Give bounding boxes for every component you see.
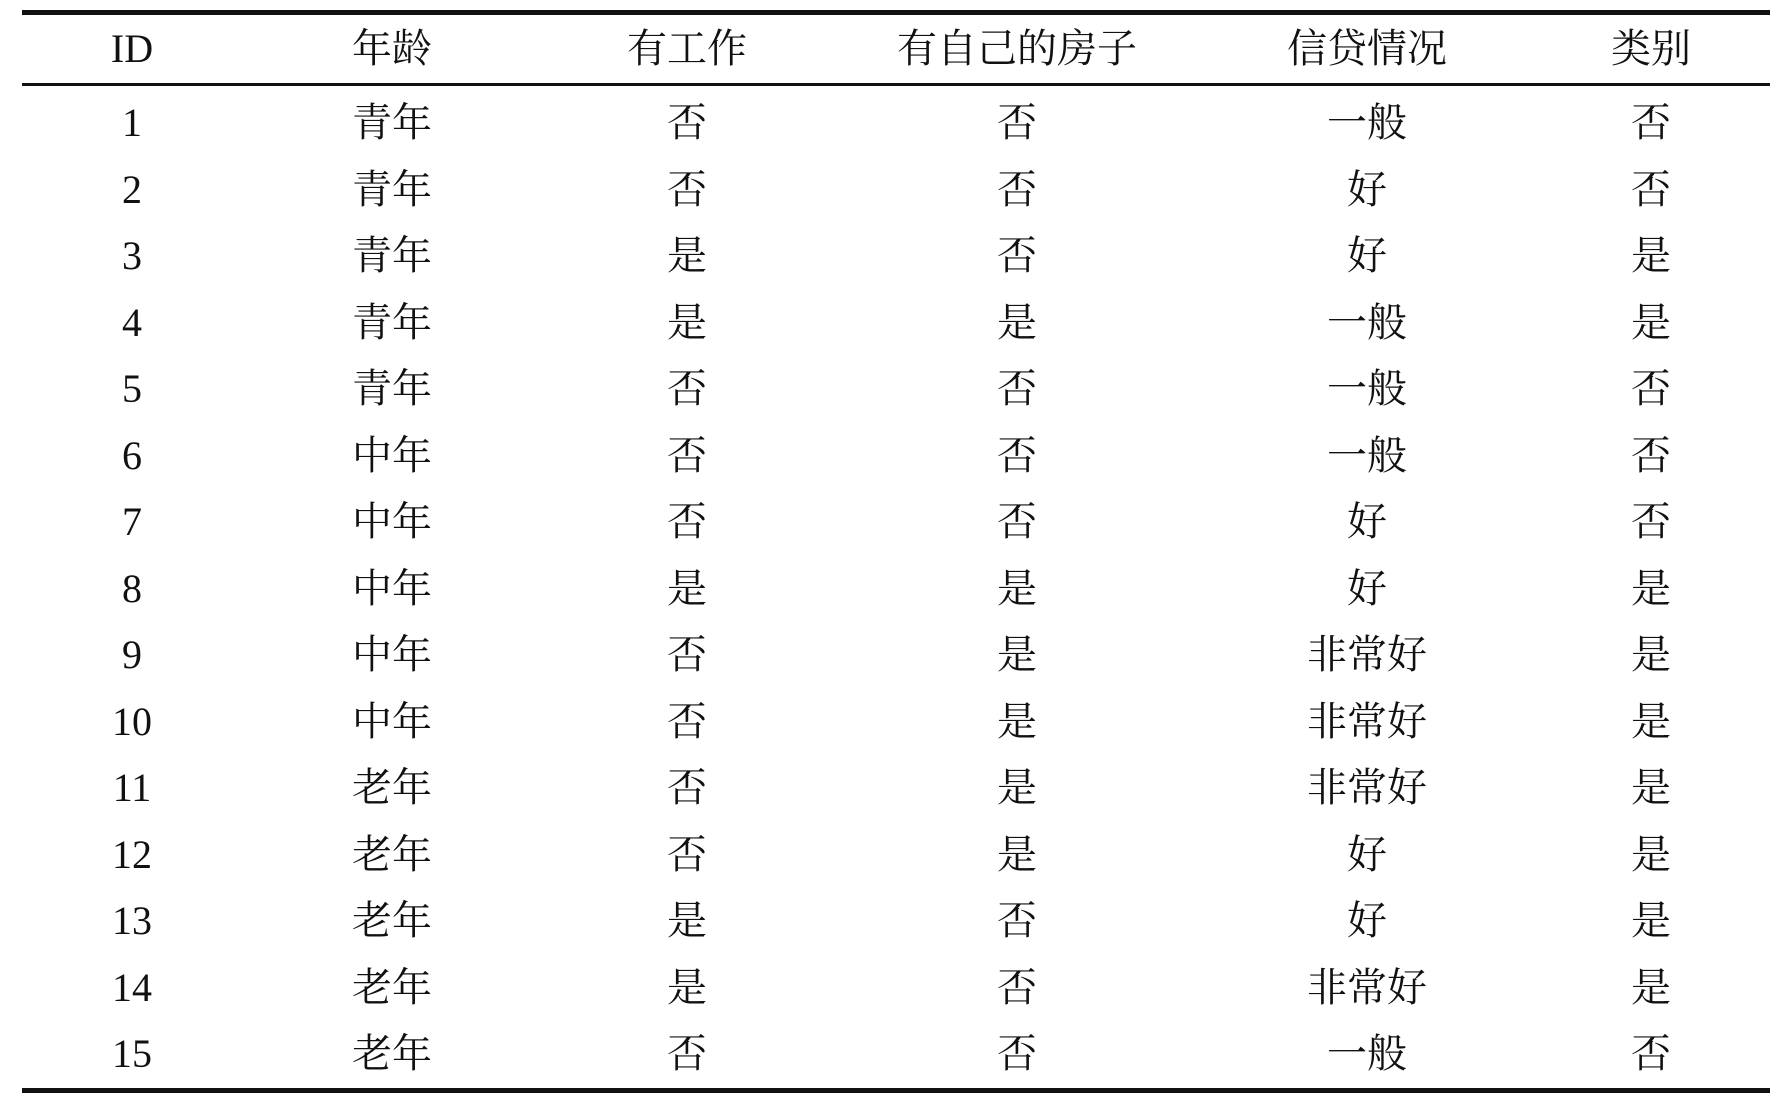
cell-own-house: 是 [997, 765, 1037, 812]
header-class: 类别 [1611, 26, 1691, 72]
cell-own-house: 是 [997, 632, 1037, 679]
cell-credit: 非常好 [1307, 632, 1427, 679]
header-has-job: 有工作 [627, 26, 747, 72]
cell-id: 1 [122, 100, 142, 146]
cell-class: 否 [1631, 100, 1671, 147]
header-id: ID [110, 26, 154, 71]
cell-has-job: 是 [667, 898, 707, 945]
cell-class: 是 [1631, 831, 1671, 878]
cell-class: 是 [1631, 565, 1671, 612]
cell-age: 中年 [352, 632, 432, 679]
cell-own-house: 否 [997, 1031, 1037, 1078]
cell-has-job: 是 [667, 565, 707, 612]
table-row [22, 356, 1770, 423]
cell-age: 老年 [352, 765, 432, 812]
cell-id: 5 [122, 366, 142, 412]
cell-age: 中年 [352, 499, 432, 546]
cell-own-house: 否 [997, 499, 1037, 546]
cell-class: 是 [1631, 233, 1671, 280]
cell-age: 中年 [352, 698, 432, 745]
table-body [22, 85, 1770, 1091]
cell-age: 中年 [352, 432, 432, 479]
cell-age: 老年 [352, 964, 432, 1011]
header-age: 年龄 [352, 26, 432, 72]
table-row [22, 489, 1770, 556]
cell-credit: 好 [1347, 898, 1387, 945]
cell-own-house: 否 [997, 166, 1037, 213]
table-row [22, 290, 1770, 357]
cell-id: 14 [112, 964, 152, 1010]
cell-has-job: 是 [667, 299, 707, 346]
cell-id: 11 [112, 765, 152, 811]
cell-age: 老年 [352, 1031, 432, 1078]
table-row [22, 157, 1770, 224]
cell-class: 否 [1631, 366, 1671, 413]
cell-has-job: 否 [667, 366, 707, 413]
cell-credit: 一般 [1327, 299, 1407, 346]
table-row [22, 423, 1770, 490]
cell-age: 老年 [352, 831, 432, 878]
cell-has-job: 否 [667, 499, 707, 546]
cell-has-job: 是 [667, 964, 707, 1011]
cell-credit: 一般 [1327, 1031, 1407, 1078]
cell-age: 青年 [352, 233, 432, 280]
cell-id: 6 [122, 432, 142, 478]
cell-has-job: 是 [667, 233, 707, 280]
header-own-house: 有自己的房子 [897, 26, 1137, 72]
header-row [22, 13, 1770, 85]
table-row [22, 822, 1770, 889]
data-table-container [22, 10, 1770, 1093]
cell-class: 是 [1631, 765, 1671, 812]
cell-age: 青年 [352, 299, 432, 346]
cell-own-house: 是 [997, 831, 1037, 878]
cell-own-house: 否 [997, 964, 1037, 1011]
table-row [22, 1021, 1770, 1090]
cell-id: 12 [112, 831, 152, 877]
cell-own-house: 是 [997, 698, 1037, 745]
cell-id: 10 [112, 698, 152, 744]
cell-age: 青年 [352, 166, 432, 213]
cell-credit: 好 [1347, 565, 1387, 612]
cell-class: 是 [1631, 964, 1671, 1011]
header-credit: 信贷情况 [1287, 26, 1447, 72]
cell-has-job: 否 [667, 698, 707, 745]
table-row [22, 955, 1770, 1022]
cell-has-job: 否 [667, 432, 707, 479]
cell-own-house: 是 [997, 299, 1037, 346]
cell-credit: 好 [1347, 166, 1387, 213]
cell-own-house: 否 [997, 100, 1037, 147]
cell-class: 否 [1631, 1031, 1671, 1078]
cell-has-job: 否 [667, 166, 707, 213]
cell-age: 老年 [352, 898, 432, 945]
table-row [22, 556, 1770, 623]
cell-credit: 非常好 [1307, 698, 1427, 745]
cell-id: 7 [122, 499, 142, 545]
cell-own-house: 否 [997, 233, 1037, 280]
cell-own-house: 否 [997, 366, 1037, 413]
cell-age: 青年 [352, 366, 432, 413]
cell-credit: 好 [1347, 831, 1387, 878]
cell-credit: 一般 [1327, 100, 1407, 147]
cell-has-job: 否 [667, 831, 707, 878]
cell-id: 2 [122, 166, 142, 212]
cell-credit: 一般 [1327, 432, 1407, 479]
cell-class: 是 [1631, 299, 1671, 346]
cell-age: 青年 [352, 100, 432, 147]
cell-has-job: 否 [667, 100, 707, 147]
cell-own-house: 否 [997, 432, 1037, 479]
table-row [22, 755, 1770, 822]
cell-own-house: 否 [997, 898, 1037, 945]
cell-has-job: 否 [667, 765, 707, 812]
loan-data-table [22, 10, 1770, 1093]
cell-id: 15 [112, 1031, 152, 1077]
table-row [22, 888, 1770, 955]
cell-has-job: 否 [667, 632, 707, 679]
table-row [22, 689, 1770, 756]
cell-id: 13 [112, 898, 152, 944]
table-header [22, 13, 1770, 85]
cell-id: 3 [122, 233, 142, 279]
cell-credit: 好 [1347, 233, 1387, 280]
cell-id: 4 [122, 299, 142, 345]
table-row [22, 223, 1770, 290]
cell-id: 8 [122, 565, 142, 611]
cell-class: 否 [1631, 499, 1671, 546]
cell-credit: 好 [1347, 499, 1387, 546]
cell-class: 是 [1631, 898, 1671, 945]
cell-credit: 非常好 [1307, 964, 1427, 1011]
cell-credit: 非常好 [1307, 765, 1427, 812]
table-row [22, 622, 1770, 689]
cell-class: 是 [1631, 632, 1671, 679]
table-row [22, 85, 1770, 157]
cell-class: 否 [1631, 432, 1671, 479]
cell-has-job: 否 [667, 1031, 707, 1078]
cell-own-house: 是 [997, 565, 1037, 612]
cell-credit: 一般 [1327, 366, 1407, 413]
cell-age: 中年 [352, 565, 432, 612]
cell-class: 是 [1631, 698, 1671, 745]
cell-class: 否 [1631, 166, 1671, 213]
cell-id: 9 [122, 632, 142, 678]
